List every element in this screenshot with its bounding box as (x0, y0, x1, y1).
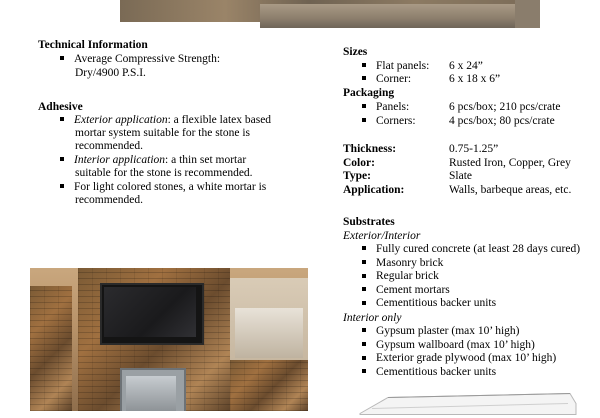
interior-only-label: Interior only (343, 312, 402, 324)
exterior-list (362, 243, 580, 311)
adhesive-item-cont: recommended. (75, 140, 144, 152)
color-label: Color: (343, 157, 375, 169)
bullet-icon (362, 274, 366, 278)
packaging-row: Corners: (362, 115, 416, 129)
sizes-value: 6 x 18 x 6” (449, 73, 501, 85)
adhesive-item: Exterior application: a flexible latex based (60, 114, 271, 128)
bullet-icon (362, 369, 366, 373)
product-box-image (358, 388, 578, 418)
bullet-icon (362, 260, 366, 264)
technical-heading: Technical Information (38, 39, 148, 51)
sizes-row: Corner: (362, 73, 411, 87)
list-item: Masonry brick (362, 257, 580, 271)
exterior-interior-label: Exterior/Interior (343, 230, 421, 242)
adhesive-item-cont: mortar system suitable for the stone is (75, 127, 251, 139)
bullet-icon (60, 184, 64, 188)
thickness-label: Thickness: (343, 143, 397, 155)
type-label: Type: (343, 170, 371, 182)
adhesive-item-cont: suitable for the stone is recommended. (75, 167, 253, 179)
bullet-icon (362, 287, 366, 291)
color-value: Rusted Iron, Copper, Grey (449, 157, 571, 169)
sizes-row: Flat panels: (362, 60, 429, 74)
list-item: Fully cured concrete (at least 28 days cured) (362, 243, 580, 257)
adhesive-item: For light colored stones, a white mortar is (60, 181, 266, 195)
list-item: Exterior grade plywood (max 10’ high) (362, 352, 556, 366)
bullet-icon (60, 117, 64, 121)
technical-item-cont: Dry/4900 P.S.I. (75, 67, 146, 79)
bullet-icon (362, 301, 366, 305)
list-item: Cement mortars (362, 284, 580, 298)
packaging-value: 4 pcs/box; 80 pcs/crate (449, 115, 555, 127)
list-item: Gypsum wallboard (max 10’ high) (362, 339, 556, 353)
technical-item: Average Compressive Strength: (60, 53, 220, 67)
slate-product-image (120, 0, 540, 28)
bullet-icon (362, 63, 366, 67)
bullet-icon (60, 157, 64, 161)
bullet-icon (362, 356, 366, 360)
packaging-value: 6 pcs/box; 210 pcs/crate (449, 101, 561, 113)
bullet-icon (60, 56, 64, 60)
interior-list (362, 325, 556, 379)
bullet-icon (362, 118, 366, 122)
packaging-heading: Packaging (343, 87, 395, 99)
list-item: Regular brick (362, 270, 580, 284)
adhesive-item: Interior application: a thin set mortar (60, 154, 246, 168)
thickness-value: 0.75-1.25” (449, 143, 499, 155)
list-item: Cementitious backer units (362, 366, 556, 380)
packaging-row: Panels: (362, 101, 409, 115)
list-item: Gypsum plaster (max 10’ high) (362, 325, 556, 339)
type-value: Slate (449, 170, 472, 182)
application-value: Walls, barbeque areas, etc. (449, 184, 572, 196)
adhesive-heading: Adhesive (38, 101, 83, 113)
application-label: Application: (343, 184, 405, 196)
bullet-icon (362, 328, 366, 332)
adhesive-item-cont: recommended. (75, 194, 144, 206)
bullet-icon (362, 246, 366, 250)
bullet-icon (362, 342, 366, 346)
fireplace-photo (30, 268, 308, 411)
list-item: Cementitious backer units (362, 297, 580, 311)
bullet-icon (362, 104, 366, 108)
bullet-icon (362, 76, 366, 80)
sizes-value: 6 x 24” (449, 60, 483, 72)
sizes-heading: Sizes (343, 46, 368, 58)
substrates-heading: Substrates (343, 216, 395, 228)
